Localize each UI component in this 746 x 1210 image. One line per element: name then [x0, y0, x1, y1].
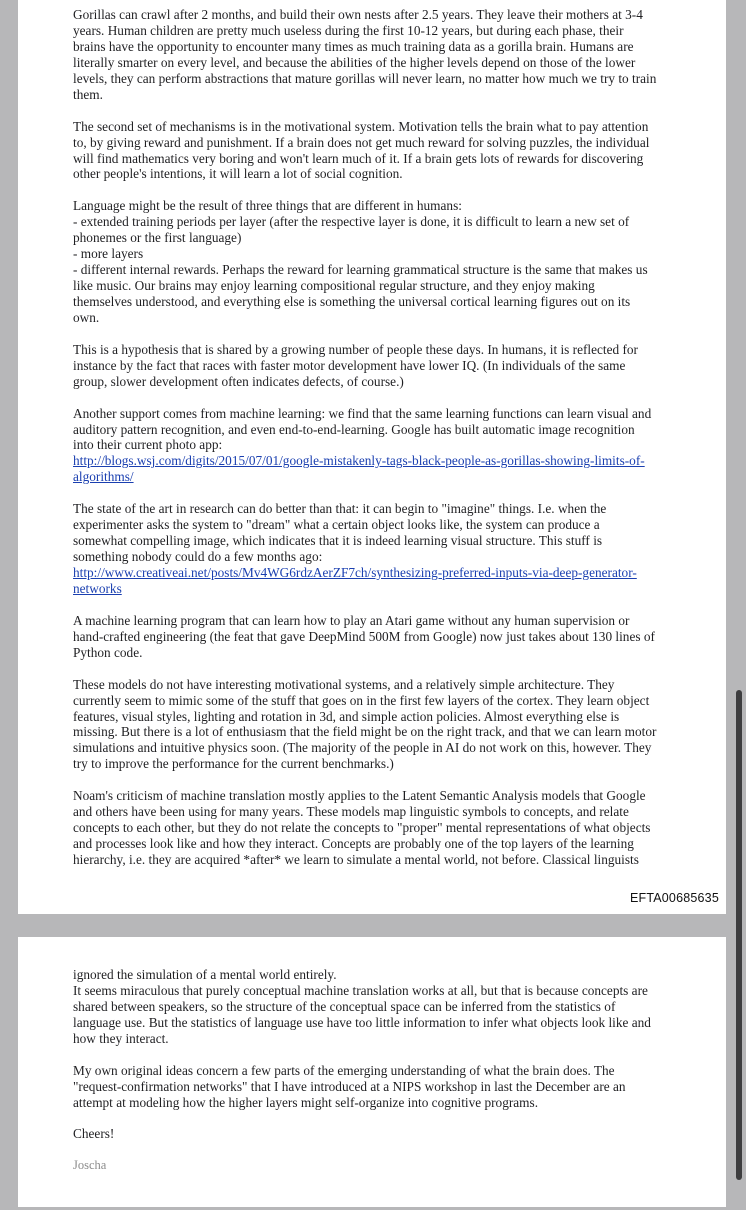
text-line: themselves understood, and everything else is something the universal cortical learning figures out on its [73, 294, 631, 310]
text-line: - different internal rewards. Perhaps the reward for learning grammatical structure is the same that makes us [73, 262, 648, 278]
text-line: them. [73, 86, 103, 102]
paragraph-original-ideas [73, 1063, 685, 1111]
paragraph-translation [73, 967, 685, 1047]
text-line: phonemes or the first language) [73, 230, 242, 246]
text-line: hierarchy, i.e. they are acquired *after* we learn to simulate a mental world, not before. Classical linguists [73, 852, 639, 868]
text-line: how they interact. [73, 1030, 169, 1046]
page-2-body [73, 967, 685, 1190]
text-line: features, visual styles, lighting and rotation in 3d, and simple action policies. Almost everything else is [73, 708, 620, 724]
text-line: simulations and intuitive physics soon. (The majority of the people in AI do not work on this, however. They [73, 740, 652, 756]
link-line: algorithms/ [73, 469, 134, 485]
paragraph-hypothesis [73, 342, 685, 390]
text-line: experimenter asks the system to "dream" what a certain object looks like, the system can produce a [73, 517, 600, 533]
scrollbar-thumb[interactable] [736, 690, 742, 1180]
text-line: currently seem to mimic some of the stuff that goes on in the first few layers of the cortex. They learn object [73, 692, 650, 708]
text-line: ignored the simulation of a mental world entirely. [73, 967, 337, 982]
text-line: language use. But the statistics of language use have too little information to infer what objects look like and [73, 1014, 651, 1030]
text-line: to, by giving reward and punishment. If a brain does not get much reward for solving puzzles, the individual [73, 134, 650, 150]
text-line: Language might be the result of three things that are different in humans: [73, 198, 462, 214]
text-line: Gorillas can crawl after 2 months, and build their own nests after 2.5 years. They leave their mothers at 3-4 [73, 7, 643, 22]
text-line: - extended training periods per layer (after the respective layer is done, it is difficult to learn a new set of [73, 214, 630, 230]
text-line: auditory pattern recognition, and even end-to-end-learning. Google has built automatic image recognition [73, 421, 635, 437]
text-line: like music. Our brains may enjoy learning compositional regular structure, and they enjoy making [73, 278, 595, 294]
text-line: The state of the art in research can do better than that: it can begin to "imagine" things. I.e. when the [73, 501, 607, 517]
text-line: other people's intentions, it will learn a lot of social cognition. [73, 166, 403, 182]
paragraph-noam [73, 788, 685, 868]
text-line: into their current photo app: [73, 437, 223, 453]
text-line: concepts to each other, but they do not relate the concepts to "proper" mental representations of what objects [73, 820, 651, 836]
text-line: Another support comes from machine learning: we find that the same learning functions can learn visual and [73, 405, 652, 421]
text-line: "request-confirmation networks" that I have introduced at a NIPS workshop in last the December are an [73, 1078, 626, 1094]
text-line: attempt at modeling how the higher layers might self-organize into cognitive programs. [73, 1094, 539, 1110]
text-line: This is a hypothesis that is shared by a growing number of people these days. In humans, it is reflected for [73, 341, 638, 357]
text-line: It seems miraculous that purely conceptual machine translation works at all, but that is because concepts are [73, 982, 648, 998]
paragraph-models [73, 677, 685, 773]
text-line: My own original ideas concern a few parts of the emerging understanding of what the brain does. The [73, 1062, 615, 1078]
text-line: levels, they can perform abstractions that mature gorillas will never learn, no matter how much we try to train [73, 70, 657, 86]
paragraph-language [73, 198, 685, 326]
text-line: The second set of mechanisms is in the motivational system. Motivation tells the brain what to pay attention [73, 118, 649, 134]
document-page-2 [18, 937, 726, 1207]
signature-name: Joscha [73, 1158, 107, 1173]
text-line: and others have been using for many years. These models map linguistic symbols to concepts, and relate [73, 804, 629, 820]
paragraph-state-of-art [73, 501, 685, 597]
creativeai-link[interactable] [73, 565, 685, 581]
text-line: A machine learning program that can learn how to play an Atari game without any human supervision or [73, 612, 630, 628]
paragraph-gorillas [73, 7, 685, 103]
text-line: missing. But there is a lot of enthusiasm that the field might be on the right track, and that we can learn motor [73, 724, 657, 740]
link-line: networks [73, 581, 122, 596]
document-id-stamp: EFTA00685635 [629, 891, 719, 905]
text-line: will find mathematics very boring and won't learn much of it. If a brain gets lots of rewards for discovering [73, 150, 644, 166]
paragraph-atari [73, 613, 685, 661]
wsj-article-link-continued[interactable] [73, 469, 685, 485]
text-line: - more layers [73, 246, 144, 262]
text-line: instance by the fact that races with faster motor development have lower IQ. (In individuals of the same [73, 357, 626, 373]
document-page-1 [18, 0, 726, 914]
text-line: Cheers! [73, 1126, 115, 1142]
text-line: and processes look like and how they interact. Concepts are probably one of the top layers of the learning [73, 836, 634, 852]
text-line: literally smarter on every level, and because the abilities of the higher levels depend on those of the lower [73, 54, 636, 70]
signature [73, 1158, 685, 1174]
text-line: own. [73, 309, 100, 325]
page-1-body [73, 7, 685, 884]
text-line: years. Human children are pretty much useless during the first 10-12 years, but during each phase, their [73, 22, 624, 38]
paragraph-motivation [73, 119, 685, 183]
text-line: hand-crafted engineering (the feat that gave DeepMind 500M from Google) now just takes about 130 lines of [73, 628, 655, 644]
scrollbar[interactable] [736, 690, 742, 1210]
text-line: These models do not have interesting motivational systems, and a relatively simple architecture. They [73, 676, 615, 692]
text-line: something nobody could do a few months ago: [73, 549, 323, 565]
paragraph-machine-learning [73, 406, 685, 486]
link-line: http://blogs.wsj.com/digits/2015/07/01/google-mistakenly-tags-black-people-as-gorillas-showing-limits-of- [73, 453, 645, 469]
text-line: group, slower development often indicates defects, of course.) [73, 373, 404, 389]
paragraph-cheers [73, 1126, 685, 1142]
creativeai-link-continued[interactable] [73, 581, 685, 597]
text-line: brains have the opportunity to encounter many times as much training data as a gorilla brain. Humans are [73, 38, 634, 54]
text-line: try to improve the performance for the current benchmarks.) [73, 756, 394, 772]
text-line: somewhat compelling image, which indicates that it is indeed learning visual structure. This stuff is [73, 533, 603, 549]
text-line: Noam's criticism of machine translation mostly applies to the Latent Semantic Analysis models that Google [73, 788, 646, 804]
text-line: shared between speakers, so the structure of the conceptual space can be inferred from the statistics of [73, 998, 616, 1014]
link-line: http://www.creativeai.net/posts/Mv4WG6rdzAerZF7ch/synthesizing-preferred-inputs-via-deep-generator- [73, 565, 637, 581]
text-line: Python code. [73, 644, 143, 660]
wsj-article-link[interactable] [73, 453, 685, 469]
